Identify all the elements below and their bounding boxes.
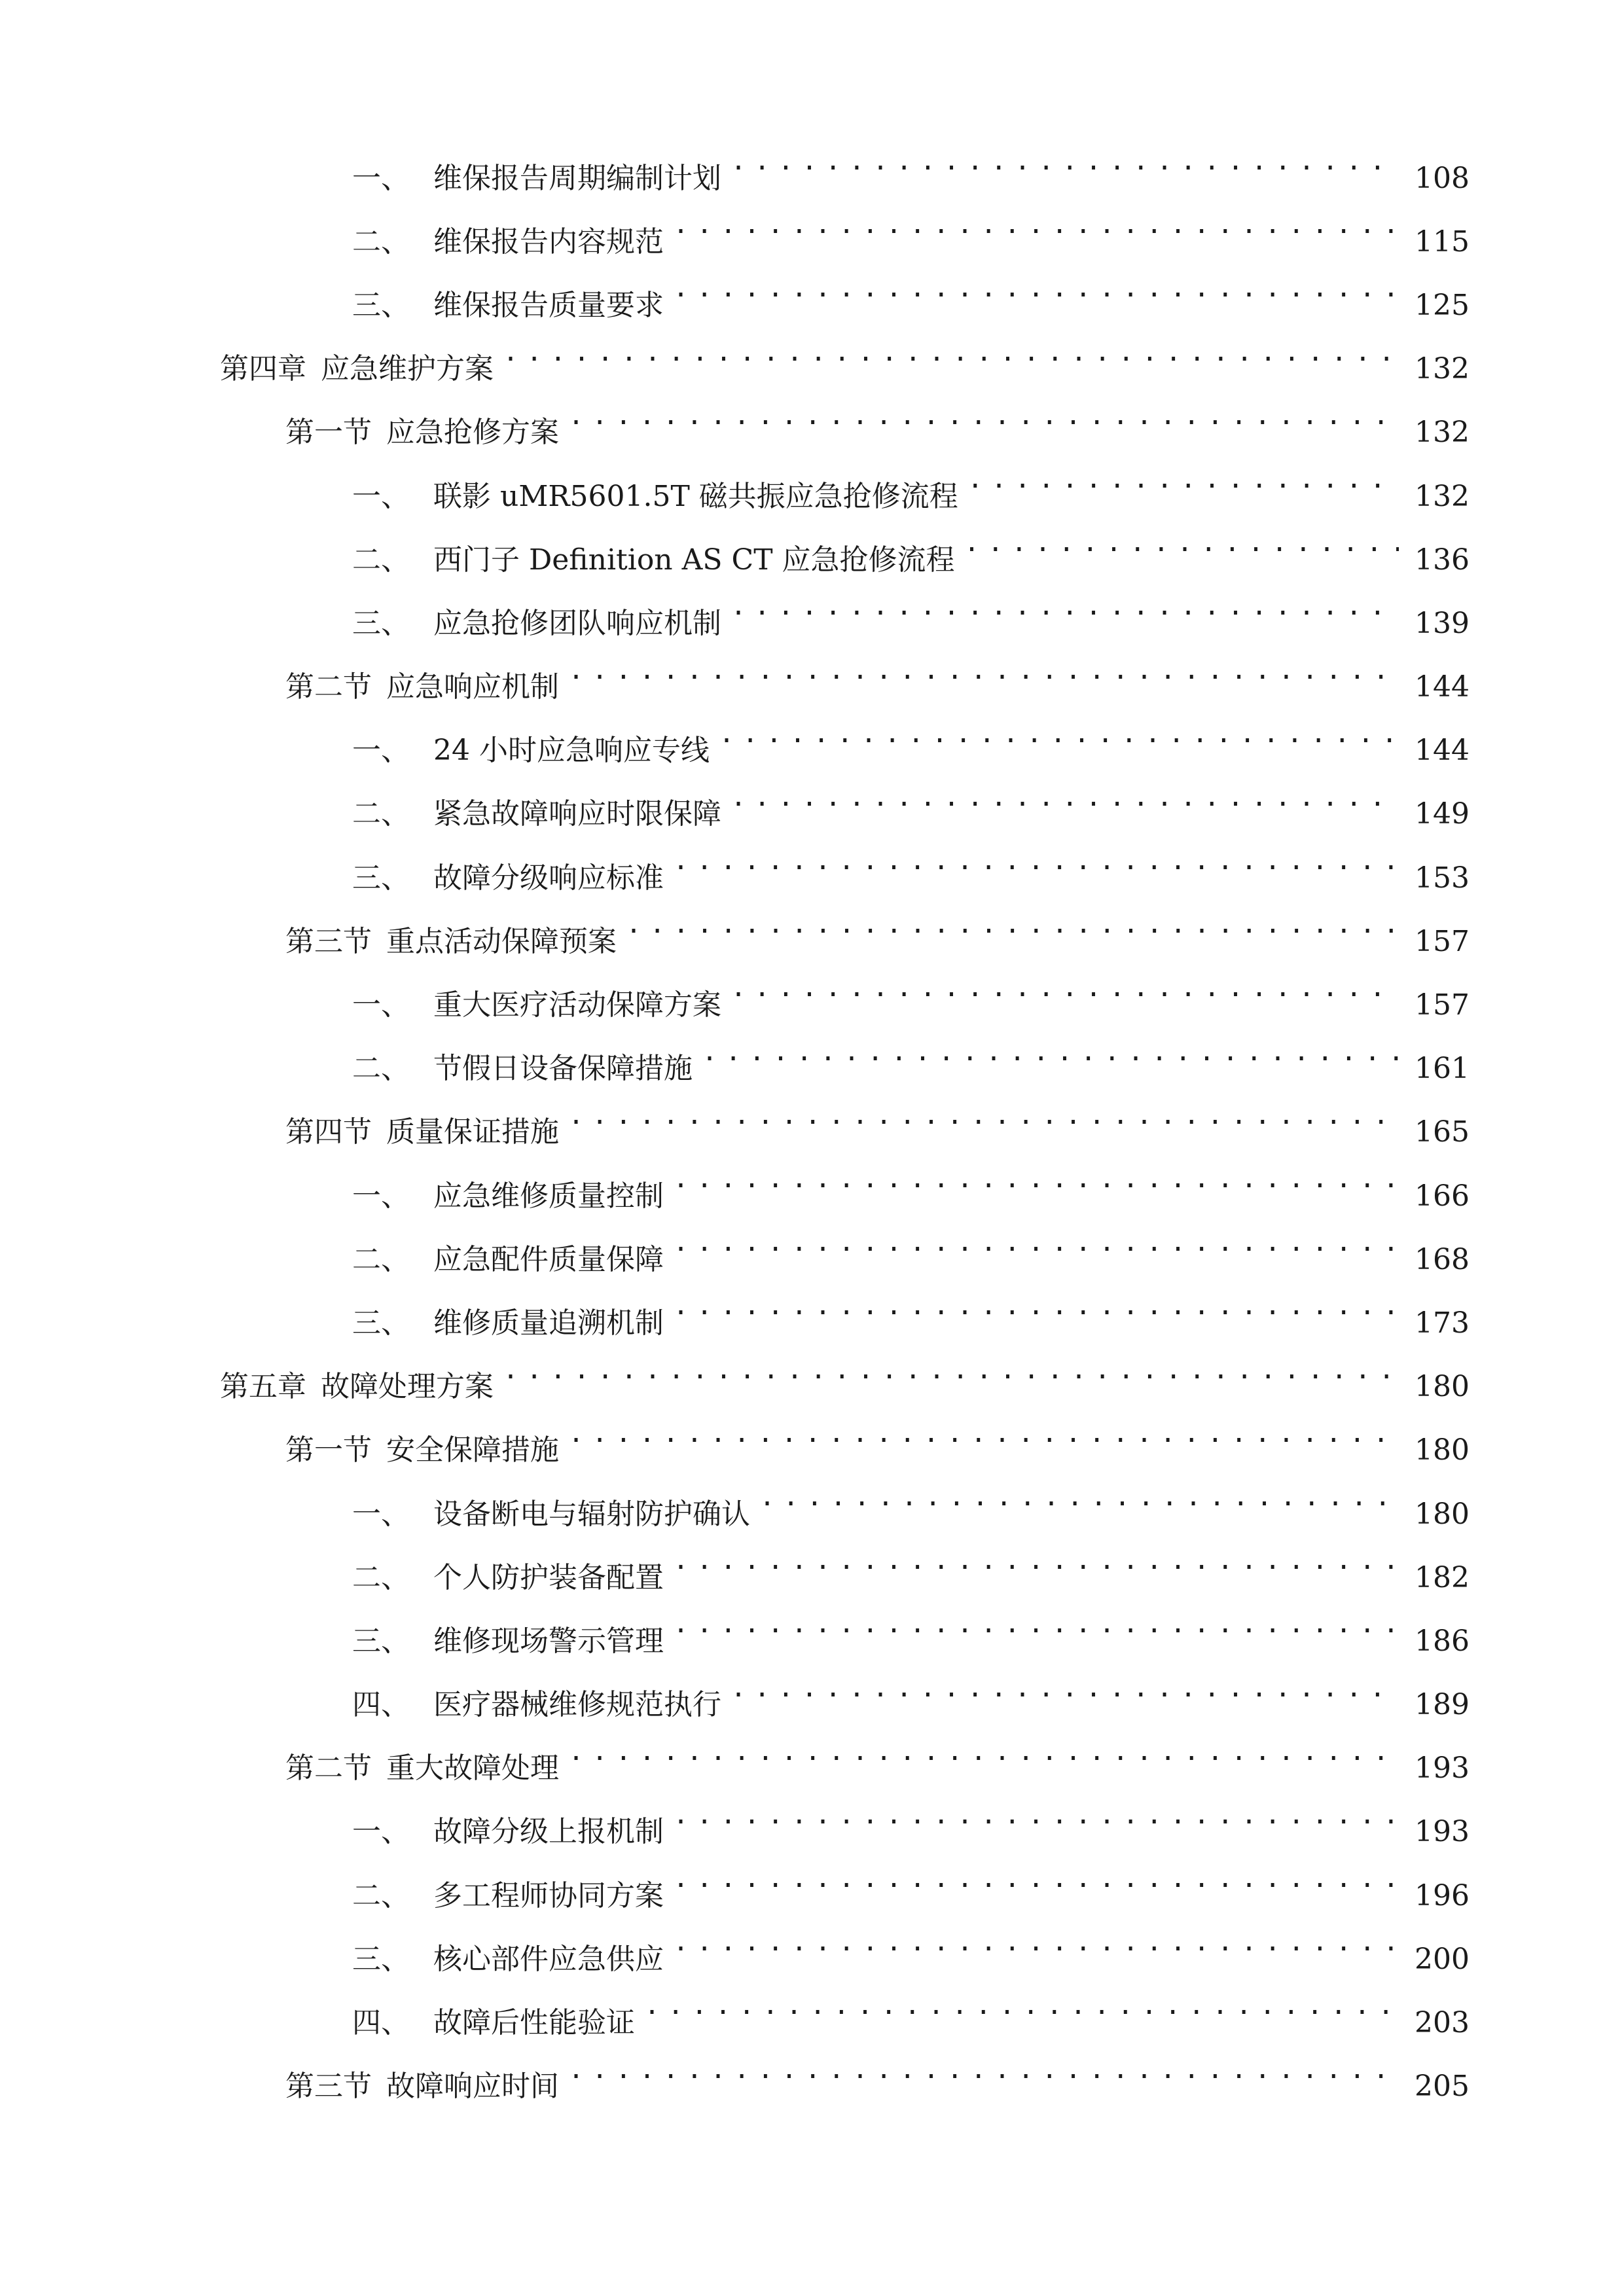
toc-entry-page-number: 157	[1415, 924, 1470, 958]
toc-entry[interactable]	[0, 401, 1624, 465]
toc-entry-title: 故障处理方案	[321, 1370, 494, 1404]
toc-entry[interactable]	[0, 1546, 1624, 1609]
toc-entry[interactable]	[0, 1101, 1624, 1164]
toc-entry-page-number: 108	[1415, 161, 1470, 195]
dot-leader	[568, 1420, 1399, 1446]
toc-entry[interactable]	[0, 274, 1624, 337]
toc-entry-page-number: 166	[1415, 1179, 1470, 1213]
toc-entry-page-number: 189	[1415, 1688, 1470, 1722]
toc-entry-page-number: 153	[1415, 861, 1470, 895]
toc-entry-title: 节假日设备保障措施	[433, 1052, 693, 1086]
toc-entry-heading	[220, 1370, 494, 1404]
toc-entry-page-number: 165	[1415, 1115, 1470, 1149]
toc-entry-title: 重大医疗活动保障方案	[433, 988, 721, 1022]
dot-leader	[568, 1738, 1399, 1765]
toc-entry[interactable]	[0, 1609, 1624, 1673]
toc-entry[interactable]	[0, 338, 1624, 401]
toc-entry-heading	[285, 416, 559, 450]
toc-entry-number: 二、	[352, 797, 410, 831]
toc-entry-page-number: 193	[1415, 1815, 1470, 1849]
toc-entry[interactable]	[0, 592, 1624, 655]
dot-leader	[568, 2056, 1399, 2083]
dot-leader	[731, 593, 1399, 619]
toc-entry[interactable]	[0, 656, 1624, 719]
toc-entry[interactable]	[0, 1737, 1624, 1801]
toc-entry-number: 一、	[352, 1815, 410, 1849]
toc-entry-page-number: 173	[1415, 1306, 1470, 1340]
toc-entry-number: 第四节	[285, 1115, 372, 1149]
toc-entry-title: 故障后性能验证	[433, 2006, 635, 2040]
toc-entry-page-number: 203	[1415, 2006, 1470, 2040]
toc-entry-page-number: 168	[1415, 1242, 1470, 1276]
toc-entry-number: 第一节	[285, 416, 372, 450]
toc-entry-number: 四、	[352, 1688, 410, 1722]
toc-entry-number: 第五章	[220, 1370, 306, 1404]
toc-entry-page-number: 125	[1415, 288, 1470, 322]
dot-leader	[673, 211, 1399, 238]
table-of-contents	[0, 147, 1624, 2119]
toc-entry-title: 医疗器械维修规范执行	[433, 1688, 721, 1722]
dot-leader	[731, 148, 1399, 174]
dot-leader	[702, 1039, 1399, 1065]
dot-leader	[673, 1865, 1399, 1892]
toc-entry[interactable]	[0, 910, 1624, 973]
toc-entry[interactable]	[0, 719, 1624, 783]
toc-entry-title: 联影 uMR5601.5T 磁共振应急抢修流程	[433, 479, 958, 513]
toc-entry[interactable]	[0, 846, 1624, 910]
toc-entry-number: 三、	[352, 288, 410, 322]
toc-entry-page-number: 115	[1415, 224, 1470, 259]
toc-entry-heading	[352, 1560, 664, 1594]
toc-entry-page-number: 144	[1415, 670, 1470, 704]
toc-entry[interactable]	[0, 147, 1624, 210]
toc-entry[interactable]	[0, 1355, 1624, 1419]
toc-entry-page-number: 132	[1415, 416, 1470, 450]
toc-entry-heading	[352, 1497, 750, 1531]
toc-entry-number: 三、	[352, 1942, 410, 1976]
toc-entry-heading	[352, 1242, 664, 1276]
toc-entry-number: 三、	[352, 861, 410, 895]
dot-leader	[967, 466, 1399, 492]
dot-leader	[673, 1293, 1399, 1319]
toc-entry-page-number: 132	[1415, 479, 1470, 513]
toc-entry-number: 第二节	[285, 1751, 372, 1785]
dot-leader	[731, 784, 1399, 810]
toc-entry-number: 第三节	[285, 924, 372, 958]
toc-entry-heading	[352, 606, 721, 640]
toc-entry-page-number: 144	[1415, 734, 1470, 768]
toc-entry-number: 二、	[352, 1052, 410, 1086]
dot-leader	[964, 529, 1399, 556]
toc-entry-title: 维修现场警示管理	[433, 1624, 664, 1658]
toc-entry[interactable]	[0, 1228, 1624, 1291]
dot-leader	[673, 1611, 1399, 1637]
toc-entry-title: 维保报告质量要求	[433, 288, 664, 322]
toc-entry[interactable]	[0, 528, 1624, 592]
toc-entry-heading	[352, 1624, 664, 1658]
toc-entry-page-number: 136	[1415, 543, 1470, 577]
toc-entry[interactable]	[0, 1482, 1624, 1546]
toc-entry-heading	[220, 352, 494, 386]
toc-entry-number: 三、	[352, 1624, 410, 1658]
toc-entry-title: 安全保障措施	[386, 1433, 559, 1467]
toc-entry[interactable]	[0, 1991, 1624, 2054]
dot-leader	[673, 1929, 1399, 1955]
toc-entry-page-number: 180	[1415, 1497, 1470, 1531]
toc-entry[interactable]	[0, 1928, 1624, 1991]
toc-entry-heading	[285, 670, 559, 704]
toc-entry-number: 一、	[352, 1497, 410, 1531]
toc-entry-title: 核心部件应急供应	[433, 1942, 664, 1976]
toc-entry-number: 三、	[352, 606, 410, 640]
toc-entry-page-number: 157	[1415, 988, 1470, 1022]
toc-entry-heading	[352, 734, 710, 768]
toc-entry-number: 二、	[352, 1878, 410, 1912]
toc-entry-heading	[352, 1306, 664, 1340]
dot-leader	[731, 975, 1399, 1001]
toc-entry-page-number: 180	[1415, 1370, 1470, 1404]
toc-entry-heading	[285, 1751, 559, 1785]
toc-entry[interactable]	[0, 783, 1624, 846]
toc-entry-title: 应急抢修团队响应机制	[433, 606, 721, 640]
toc-entry-title: 应急维护方案	[321, 352, 494, 386]
dot-leader	[568, 403, 1399, 429]
toc-entry-heading	[352, 288, 664, 322]
toc-entry[interactable]	[0, 1164, 1624, 1228]
toc-entry[interactable]	[0, 1801, 1624, 1864]
toc-entry[interactable]	[0, 1291, 1624, 1355]
toc-entry-number: 四、	[352, 2006, 410, 2040]
toc-entry-heading	[352, 797, 721, 831]
toc-entry-page-number: 205	[1415, 2070, 1470, 2104]
toc-entry-number: 第四章	[220, 352, 306, 386]
toc-entry-number: 二、	[352, 543, 410, 577]
toc-entry-page-number: 193	[1415, 1751, 1470, 1785]
toc-entry-page-number: 149	[1415, 797, 1470, 831]
toc-entry-heading	[352, 479, 958, 513]
toc-entry-title: 24 小时应急响应专线	[433, 734, 710, 768]
toc-entry-title: 应急抢修方案	[386, 416, 559, 450]
toc-entry-heading	[352, 1052, 693, 1086]
dot-leader	[673, 1166, 1399, 1192]
dot-leader	[759, 1484, 1399, 1510]
toc-entry-number: 一、	[352, 1179, 410, 1213]
toc-entry-page-number: 139	[1415, 606, 1470, 640]
dot-leader	[673, 848, 1399, 874]
toc-entry-number: 第二节	[285, 670, 372, 704]
toc-entry-page-number: 196	[1415, 1878, 1470, 1912]
toc-entry-number: 一、	[352, 988, 410, 1022]
toc-entry-heading	[352, 1815, 664, 1849]
toc-entry-title: 维保报告周期编制计划	[433, 161, 721, 195]
toc-entry[interactable]	[0, 973, 1624, 1037]
dot-leader	[673, 1547, 1399, 1573]
toc-entry-heading	[352, 1878, 664, 1912]
toc-entry[interactable]	[0, 210, 1624, 274]
toc-entry-number: 二、	[352, 1560, 410, 1594]
dot-leader	[719, 721, 1399, 747]
toc-entry-number: 一、	[352, 734, 410, 768]
toc-entry-page-number: 132	[1415, 352, 1470, 386]
toc-entry-heading	[352, 1688, 721, 1722]
toc-entry-title: 维修质量追溯机制	[433, 1306, 664, 1340]
toc-entry-heading	[352, 1942, 664, 1976]
toc-entry[interactable]	[0, 1419, 1624, 1482]
toc-entry-heading	[352, 161, 721, 195]
dot-leader	[503, 1357, 1399, 1383]
toc-entry-number: 三、	[352, 1306, 410, 1340]
dot-leader	[568, 657, 1399, 683]
toc-entry[interactable]	[0, 2055, 1624, 2119]
dot-leader	[568, 1102, 1399, 1128]
toc-entry-page-number: 180	[1415, 1433, 1470, 1467]
toc-entry-title: 紧急故障响应时限保障	[433, 797, 721, 831]
toc-entry[interactable]	[0, 1674, 1624, 1737]
toc-entry-number: 二、	[352, 224, 410, 259]
toc-entry-title: 维保报告内容规范	[433, 224, 664, 259]
toc-entry-number: 二、	[352, 1242, 410, 1276]
toc-entry-title: 重点活动保障预案	[386, 924, 617, 958]
toc-entry-title: 质量保证措施	[386, 1115, 559, 1149]
toc-entry-title: 多工程师协同方案	[433, 1878, 664, 1912]
toc-entry-heading	[352, 224, 664, 259]
dot-leader	[644, 1992, 1399, 2018]
toc-entry-heading	[352, 2006, 635, 2040]
toc-entry-heading	[352, 861, 664, 895]
dot-leader	[503, 339, 1399, 365]
toc-entry-number: 第三节	[285, 2070, 372, 2104]
toc-entry-title: 故障分级响应标准	[433, 861, 664, 895]
toc-entry-title: 应急配件质量保障	[433, 1242, 664, 1276]
toc-entry-title: 故障分级上报机制	[433, 1815, 664, 1849]
dot-leader	[626, 911, 1399, 937]
toc-entry-heading	[352, 543, 955, 577]
toc-entry-page-number: 182	[1415, 1560, 1470, 1594]
toc-entry-title: 设备断电与辐射防护确认	[433, 1497, 750, 1531]
toc-entry-heading	[285, 2070, 559, 2104]
toc-entry-number: 一、	[352, 161, 410, 195]
toc-entry-heading	[285, 1433, 559, 1467]
toc-entry-number: 第一节	[285, 1433, 372, 1467]
dot-leader	[731, 1675, 1399, 1701]
toc-entry-title: 应急响应机制	[386, 670, 559, 704]
toc-entry-title: 个人防护装备配置	[433, 1560, 664, 1594]
toc-entry-heading	[285, 924, 617, 958]
toc-entry-heading	[352, 988, 721, 1022]
toc-entry[interactable]	[0, 465, 1624, 528]
toc-entry-title: 故障响应时间	[386, 2070, 559, 2104]
toc-entry-title: 重大故障处理	[386, 1751, 559, 1785]
toc-entry-heading	[285, 1115, 559, 1149]
toc-entry-page-number: 161	[1415, 1052, 1470, 1086]
toc-entry-heading	[352, 1179, 664, 1213]
toc-entry[interactable]	[0, 1037, 1624, 1101]
toc-entry-page-number: 186	[1415, 1624, 1470, 1658]
toc-entry-title: 应急维修质量控制	[433, 1179, 664, 1213]
dot-leader	[673, 275, 1399, 301]
toc-entry[interactable]	[0, 1864, 1624, 1928]
toc-entry-title: 西门子 Definition AS CT 应急抢修流程	[433, 543, 955, 577]
toc-entry-number: 一、	[352, 479, 410, 513]
dot-leader	[673, 1802, 1399, 1828]
toc-entry-page-number: 200	[1415, 1942, 1470, 1976]
dot-leader	[673, 1229, 1399, 1255]
